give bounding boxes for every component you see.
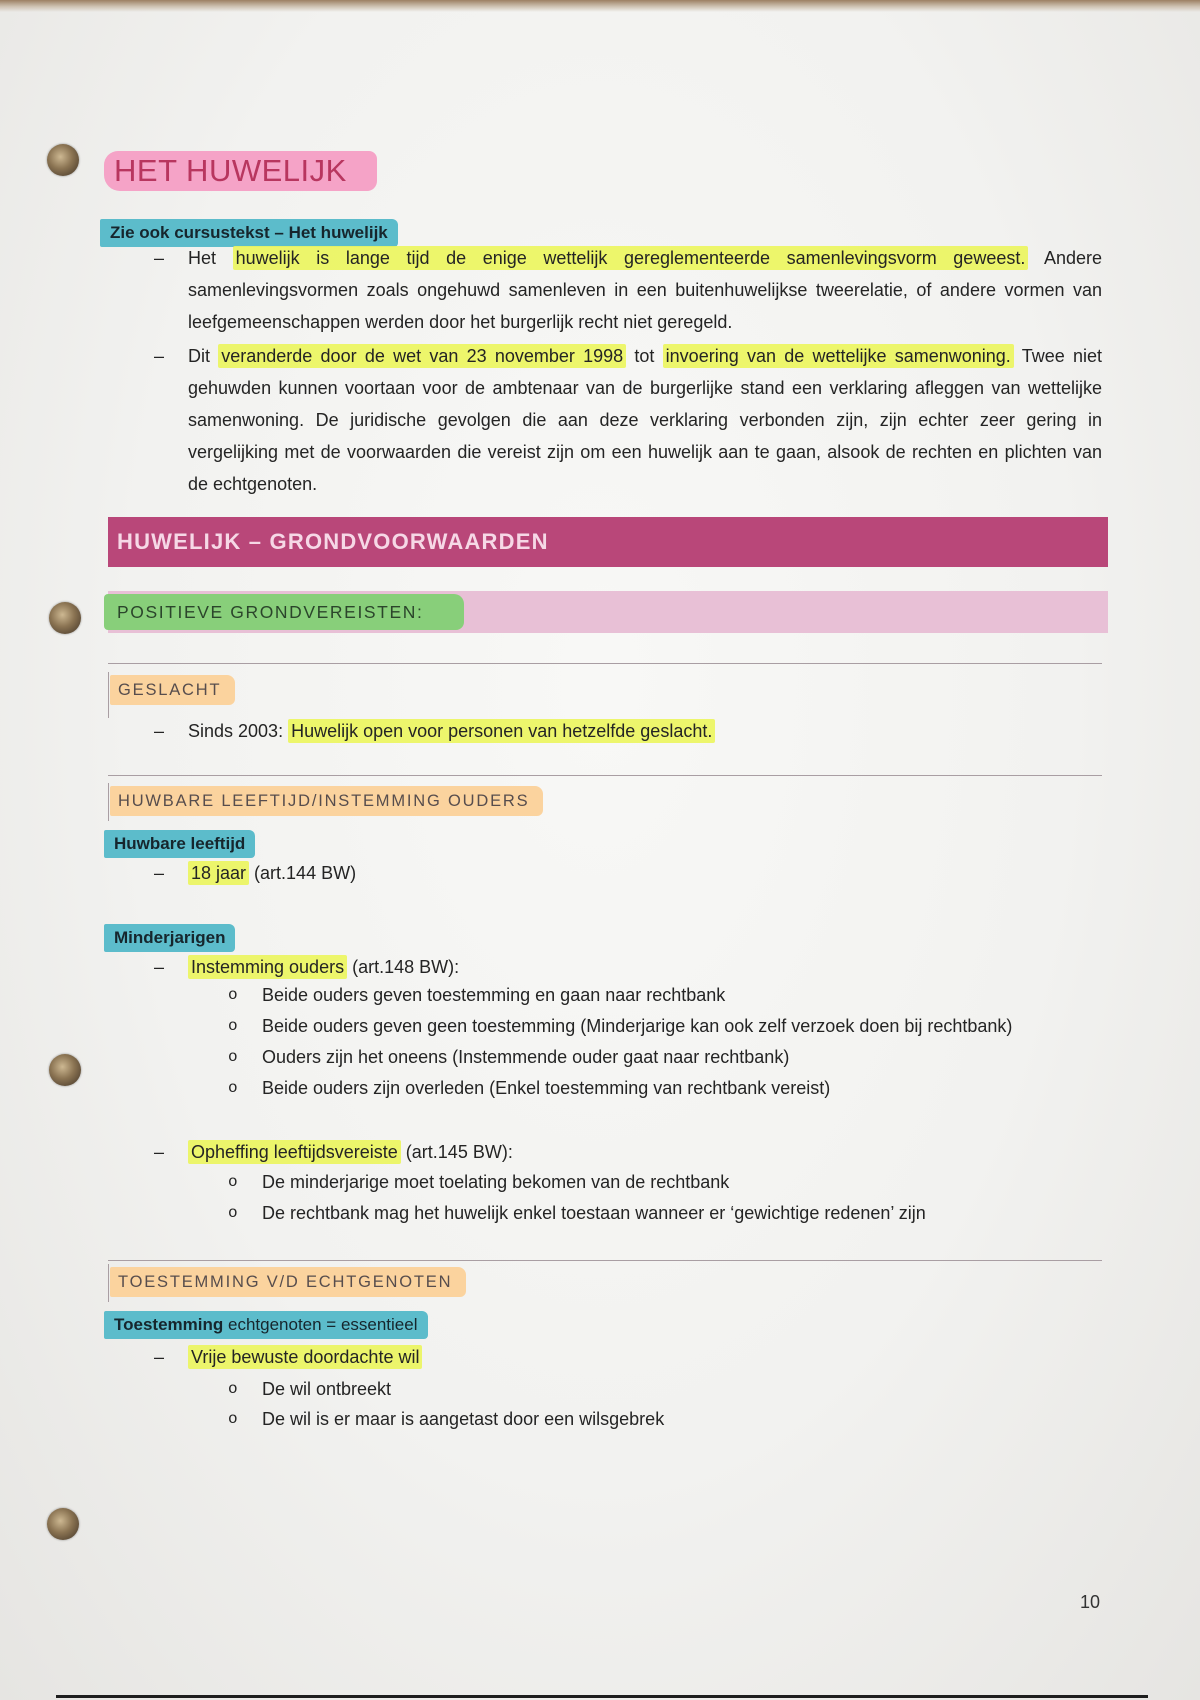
label-bold: Toestemming — [114, 1315, 224, 1334]
paper-top-edge — [0, 0, 1200, 12]
geslacht-heading: GESLACHT — [110, 675, 235, 705]
highlighted-text: huwelijk is lange tijd de enige wettelijk gereglementeerde samenlevingsvorm geweest. — [233, 246, 1029, 270]
sub-item-text: De rechtbank mag het huwelijk enkel toestaan wanneer er ‘gewichtige redenen’ zijn — [262, 1203, 926, 1223]
highlighted-text: veranderde door de wet van 23 november 1998 — [218, 344, 626, 368]
heading-border — [108, 783, 109, 821]
text-segment: tot — [626, 346, 663, 366]
subsection-heading: POSITIEVE GRONDVEREISTEN: — [104, 594, 464, 630]
sub-item-text: De wil ontbreekt — [262, 1379, 392, 1399]
list-item — [0, 1136, 1200, 1168]
highlighted-text: 18 jaar — [188, 861, 249, 885]
sub-item-text: Beide ouders geven toestemming en gaan naar rechtbank — [262, 985, 726, 1005]
sub-list-item — [0, 1197, 1200, 1229]
heading-rule — [108, 775, 1102, 776]
circle-bullet-icon: o — [228, 1410, 238, 1428]
heading-rule — [108, 1260, 1102, 1261]
toestemming-label — [104, 1311, 428, 1339]
dash-marker: – — [154, 957, 165, 977]
circle-bullet-icon: o — [228, 1017, 238, 1035]
page-title: HET HUWELIJK — [104, 151, 377, 191]
punch-hole — [47, 144, 79, 176]
text-segment: (art.144 BW) — [249, 863, 357, 883]
intro-paragraph — [188, 340, 1102, 500]
dash-marker: – — [154, 248, 165, 268]
punch-hole — [47, 1508, 79, 1540]
dash-marker: – — [154, 721, 165, 741]
circle-bullet-icon: o — [228, 1048, 238, 1066]
item-text — [188, 1136, 513, 1168]
highlighted-text: Vrije bewuste doordachte wil — [188, 1345, 422, 1369]
circle-bullet-icon: o — [228, 986, 238, 1004]
item-text — [188, 1341, 422, 1373]
item-text — [188, 857, 356, 889]
text-segment: Andere samenlevingsvormen zoals ongehuwd samenleven in een buitenhuwelijkse tweerelatie, of andere vormen van leefgemeenschappen werden door het burgerlijk recht niet geregeld. — [188, 248, 1102, 332]
text-segment: Sinds 2003: — [188, 721, 289, 741]
minderjarigen-label: Minderjarigen — [104, 924, 235, 952]
sub-list-item — [0, 979, 1200, 1011]
sub-list-item — [0, 1166, 1200, 1198]
circle-bullet-icon: o — [228, 1204, 238, 1222]
text-segment: Dit — [188, 346, 219, 366]
list-item — [0, 857, 1200, 889]
intro-bullet — [0, 340, 1200, 494]
item-text — [188, 715, 715, 747]
huwbare-leeftijd-label: Huwbare leeftijd — [104, 830, 255, 858]
heading-rule — [108, 663, 1102, 664]
sub-item-text: De minderjarige moet toelating bekomen van de rechtbank — [262, 1172, 730, 1192]
dash-marker: – — [154, 1142, 165, 1162]
dash-marker: – — [154, 346, 165, 366]
sub-list-item — [0, 1010, 1200, 1042]
sub-item-text: De wil is er maar is aangetast door een wilsgebrek — [262, 1409, 665, 1429]
page-number: 10 — [1080, 1592, 1101, 1612]
heading-border — [108, 672, 109, 718]
circle-bullet-icon: o — [228, 1380, 238, 1398]
highlighted-text: invoering van de wettelijke samenwoning. — [663, 344, 1014, 368]
sub-list-item — [0, 1373, 1200, 1405]
sub-item-text: Beide ouders geven geen toestemming (Minderjarige kan ook zelf verzoek doen bij rechtbank) — [262, 1016, 1013, 1036]
heading-border — [108, 1264, 109, 1302]
dash-marker: – — [154, 1347, 165, 1367]
dash-marker: – — [154, 863, 165, 883]
punch-hole — [49, 602, 81, 634]
sub-item-text: Ouders zijn het oneens (Instemmende ouder gaat naar rechtbank) — [262, 1047, 790, 1067]
huwbare-leeftijd-heading: HUWBARE LEEFTIJD/INSTEMMING OUDERS — [110, 786, 543, 816]
sub-list-item — [0, 1072, 1200, 1104]
intro-paragraph — [188, 242, 1102, 338]
text-segment: Het — [188, 248, 233, 268]
highlighted-text: Instemming ouders — [188, 955, 347, 979]
circle-bullet-icon: o — [228, 1173, 238, 1191]
text-segment: (art.148 BW): — [347, 957, 460, 977]
label-rest: echtgenoten = essentieel — [223, 1315, 418, 1334]
circle-bullet-icon: o — [228, 1079, 238, 1097]
intro-bullet — [0, 242, 1200, 332]
list-item — [0, 1341, 1200, 1373]
highlighted-text: Opheffing leeftijdsvereiste — [188, 1140, 401, 1164]
reference-note: Zie ook cursustekst – Het huwelijk — [100, 219, 398, 247]
list-item — [0, 715, 1200, 747]
bottom-rule — [56, 1695, 1148, 1698]
text-segment: (art.145 BW): — [400, 1142, 513, 1162]
toestemming-heading: TOESTEMMING V/D ECHTGENOTEN — [110, 1267, 466, 1297]
text-segment: Twee niet gehuwden kunnen voortaan voor de ambtenaar van de burgerlijke stand een verklaring afleggen van wettelijke samenwoning. De juridische gevolgen die aan deze verklaring verbonden zijn, zijn echter zeer gering in vergelijking met de voorwaarden die vereist zijn om een huwelijk aan te gaan, alsook de rechten en plichten van de echtgenoten. — [188, 346, 1103, 494]
section-heading: HUWELIJK – GRONDVOORWAARDEN — [108, 517, 1108, 567]
sub-list-item — [0, 1403, 1200, 1435]
sub-list-item — [0, 1041, 1200, 1073]
sub-item-text: Beide ouders zijn overleden (Enkel toestemming van rechtbank vereist) — [262, 1078, 831, 1098]
highlighted-text: Huwelijk open voor personen van hetzelfde geslacht. — [288, 719, 715, 743]
